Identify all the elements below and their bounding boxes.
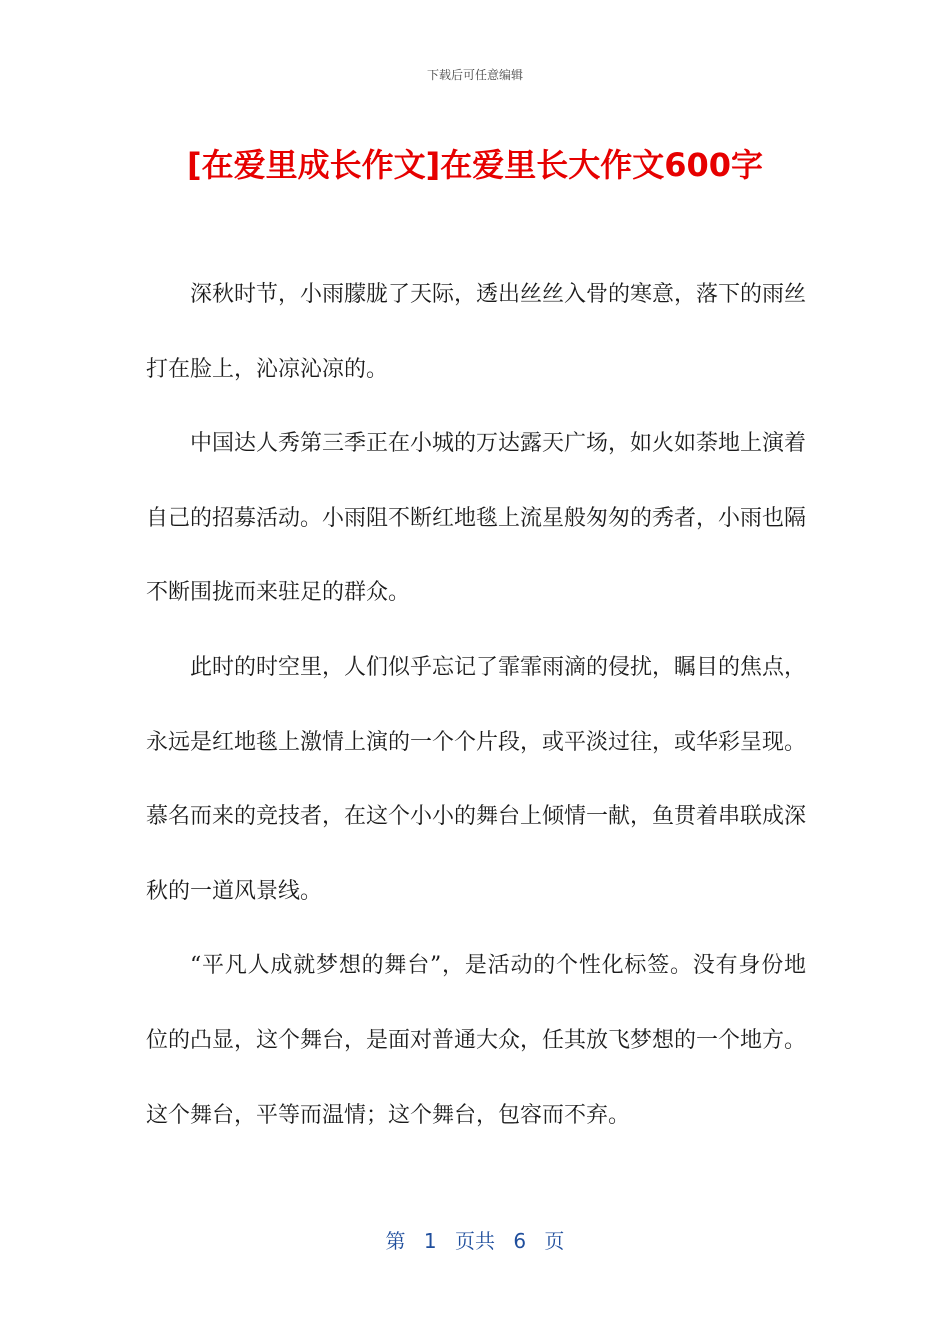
paragraph: 中国达人秀第三季正在小城的万达露天广场，如火如荼地上演着自己的招募活动。小雨阻不断红地毯上流星般匆匆的秀者，小雨也隔不断围拢而来驻足的群众。 — [146, 431, 807, 606]
document-body — [146, 258, 806, 1153]
paragraph: “平凡人成就梦想的舞台”，是活动的个性化标签。没有身份地位的凸显，这个舞台，是面对普通大众，任其放飞梦想的一个地方。这个舞台，平等而温情；这个舞台，包容而不弃。 — [146, 953, 807, 1128]
paragraph: 此时的时空里，人们似乎忘记了霏霏雨滴的侵扰，瞩目的焦点，永远是红地毯上激情上演的一个个片段，或平淡过往，或华彩呈现。慕名而来的竞技者，在这个小小的舞台上倾情一献，鱼贯着串联成深秋的一道风景线。 — [146, 654, 807, 904]
document-title: [在爱里成长作文]在爱里长大作文600字 — [186, 146, 764, 184]
header-note: 下载后可任意编辑 — [426, 68, 523, 82]
page-number: 第 1 页共 6 页 — [385, 1229, 565, 1253]
paragraph: 深秋时节，小雨朦胧了天际，透出丝丝入骨的寒意，落下的雨丝打在脸上，沁凉沁凉的。 — [146, 282, 807, 382]
